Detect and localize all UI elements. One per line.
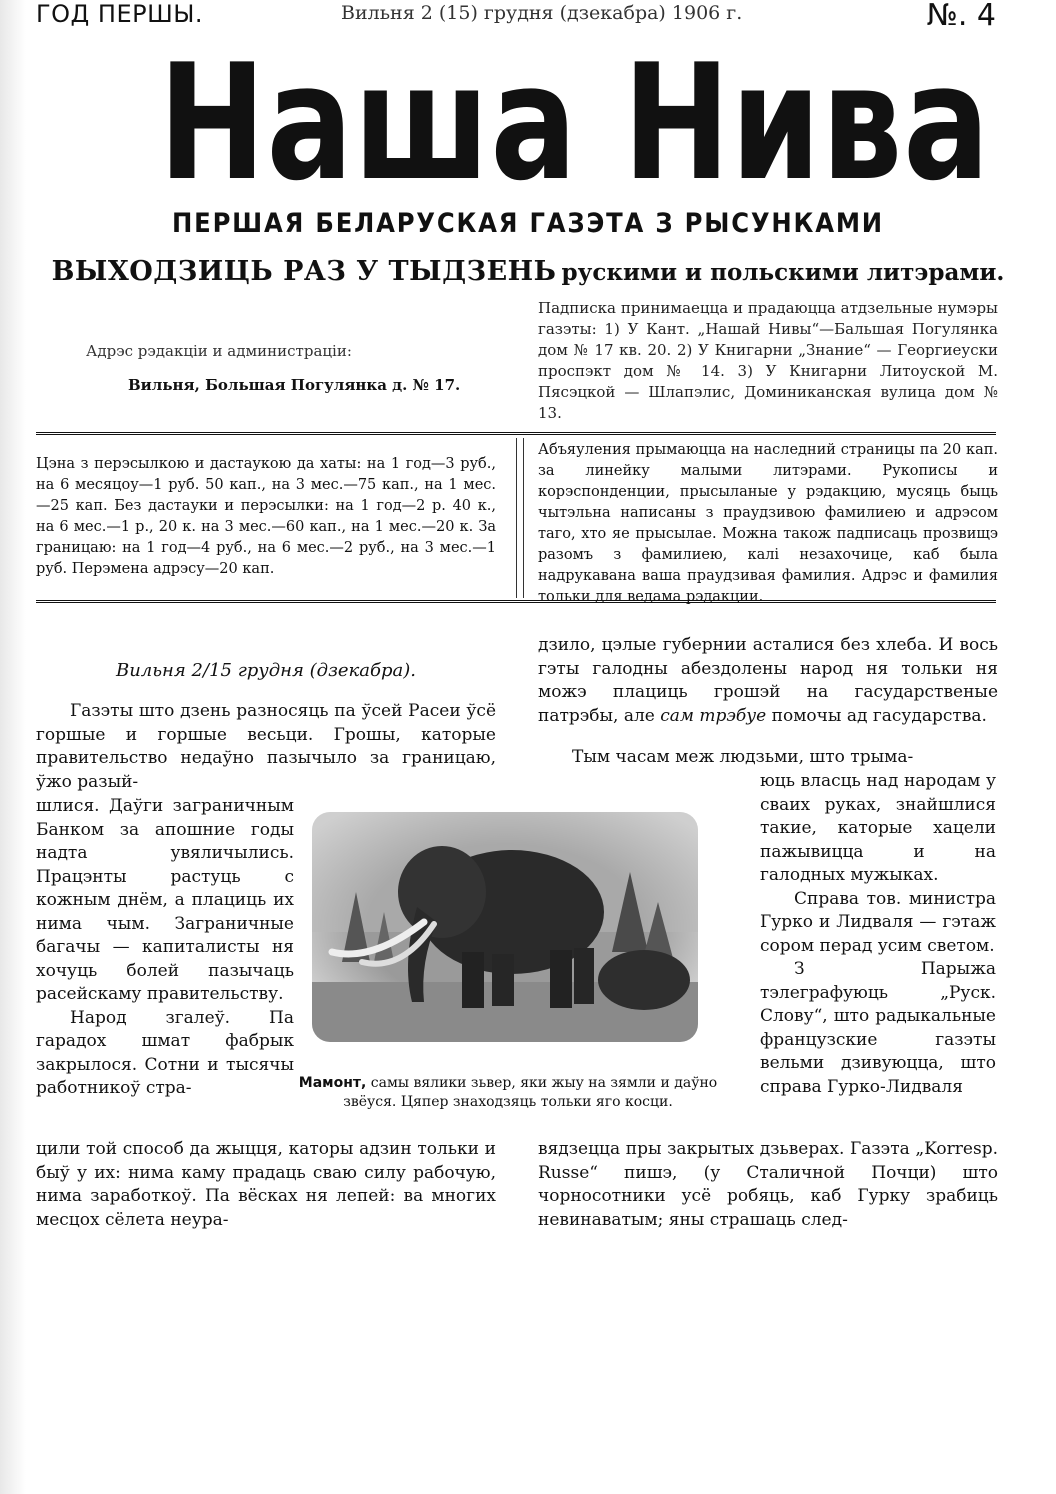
mammoth-illustration <box>312 812 698 1072</box>
article-paragraph: шлися. Даўги заграничным Банком за апошние годы надта увяличылись. Працэнты растуць с кожным днём, а плациць их нима чым. Заграничные багачы — капиталисты ня хочуць болей пазычаць расейскаму правительству. <box>36 796 294 1004</box>
caption-bold: Мамонт, <box>298 1075 367 1091</box>
issue-number: №. 4 <box>926 0 996 33</box>
article-left-narrow <box>36 795 294 1101</box>
caption-text: самы вялики зьвер, яки жыу на зямли и даўно звёуся. Цяпер знаходзяць тольки яго косци. <box>343 1075 718 1110</box>
illustration-caption <box>290 1074 726 1112</box>
box-divider <box>516 438 524 598</box>
editorial-address <box>50 342 500 394</box>
article-text: дзило, цэлые губернии асталися без хлеба. И вось гэты галодны абездолены народ ня тольки ня можэ плациць грошэй на гасударственые патрэбы, але <box>538 635 998 726</box>
mammoth-image <box>312 812 698 1042</box>
subscription-info: Падписка принимаецца и прадаюцца атдзельные нумэры газэты: 1) У Кант. „Нашай Нивы“—Бальшая Погулянка дом № 17 кв. 20. 2) У Книгарни „Знание“ — Георгиеуски проспэкт дом № 14. 3) У Книгарни Литоуской М. Пясэцкой — Шлапэлис, Доминиканская вулица дом № 13. <box>538 299 998 422</box>
article-left-bottom <box>36 1138 496 1232</box>
article-text: помочы ад гасударства. <box>771 705 987 726</box>
top-double-rule <box>36 432 996 435</box>
price-info: Цэна з перэсылкою и дастаукою да хаты: на 1 год—3 руб., на 6 месяцоу—1 руб. 50 кап., на 3 мес.—75 кап., на 1 мес.—25 кап. Без дастауки и перэсылки: на 1 год—2 р. 40 к., на 6 мес.—1 р., 20 к. на 3 мес.—60 кап., на 1 мес.—20 к. За границаю: на 1 год—4 руб., на 6 мес.—2 руб., на 3 мес.—1 руб. Перэмена адрэсу—20 кап. <box>36 456 496 577</box>
article-left-top <box>36 700 496 794</box>
masthead-title: Наша Нива <box>158 29 991 216</box>
address-value: Вильня, Большая Погулянка д. № 17. <box>128 376 461 394</box>
header-line <box>36 0 996 33</box>
article-right-bottom <box>538 1138 998 1232</box>
article-paragraph: Газэты што дзень разносяць па ўсей Расеи ўсё горшые и горшые весьци. Грошы, каторые правительство недаўно пазычыло за границаю, ўжо разый- <box>36 701 496 792</box>
article-dateline: Вильня 2/15 грудня (дзекабра). <box>115 660 417 681</box>
ads-info: Абъяуления прымаюцца на наследний страницы па 20 кап. за линейку малыми литэрами. Рукописы и корэспонденции, прысыланые у рэдакцию, мусяць быць чытэльна написаны з праудзивою фамилиею и адрэсом таго, хто яе прысылае. Можна також падписаць прозвищэ разомъ з фамилиею, калі незахочице, каб была надрукавана ваша праудзивая фамилия. Адрэс и фамилия тольки для ведама рэдакции. <box>538 442 998 605</box>
article-right-wide <box>538 746 998 770</box>
mammoth-drawing <box>312 812 698 1042</box>
bottom-double-rule <box>36 600 996 603</box>
tagline-rest: рускими и польскими литэрами. <box>561 259 1005 286</box>
volume-year: ГОД ПЕРШЫ. <box>36 0 204 28</box>
article-paragraph <box>538 634 998 728</box>
article-paragraph: Тым часам меж людзьми, што трыма- <box>572 747 914 767</box>
article-right-narrow <box>760 770 996 1099</box>
article-paragraph: вядзецца пры закрытых дзьверах. Газэта „Korresp. Russe“ пишэ, (у Сталичной Почци) што чорносотники усё робяць, каб Гурку зрабиць невинаватым; яны страшаць след- <box>538 1139 998 1230</box>
page-binding-shadow <box>0 0 26 1494</box>
masthead-tagline <box>40 256 1016 287</box>
article-paragraph: Справа тов. министра Гурко и Лидваля — гэтаж сором перад усим светом. <box>760 888 996 956</box>
article-paragraph: цили той способ да жыцця, каторы адзин тольки и быў у их: нима каму прадаць сваю силу рабочую, нима заработкоў. Па вёсках ня лепей: ва многих месцох сёлета неура- <box>36 1139 496 1230</box>
tagline-bold: ВЫХОДЗИЦЬ РАЗ У ТЫДЗЕНЬ <box>51 256 557 287</box>
masthead-subtitle: ПЕРШАЯ БЕЛАРУСКАЯ ГАЗЭТА З РЫСУНКАМИ <box>172 208 884 239</box>
address-label: Адрэс рэдакціи и администраціи: <box>86 342 352 360</box>
article-paragraph: З Парыжа тэлеграфуюць „Руск. Слову“, што радыкальные французские газэты вельми дзивуюцца, што справа Гурко-Лидваля <box>760 959 996 1097</box>
article-paragraph: юць власць над народам у сваих руках, знайшлися такие, каторые хацели пажывицца и на галодных мужыках. <box>760 771 996 885</box>
article-paragraph: Народ згалеў. Па гарадох шмат фабрык закрылося. Сотни и тысячы работникоў стра- <box>36 1007 294 1098</box>
issue-date: Вильня 2 (15) грудня (дзекабра) 1906 г. <box>341 2 743 24</box>
article-emphasis: сам трэбуе <box>660 705 767 726</box>
article-right-top <box>538 634 998 728</box>
